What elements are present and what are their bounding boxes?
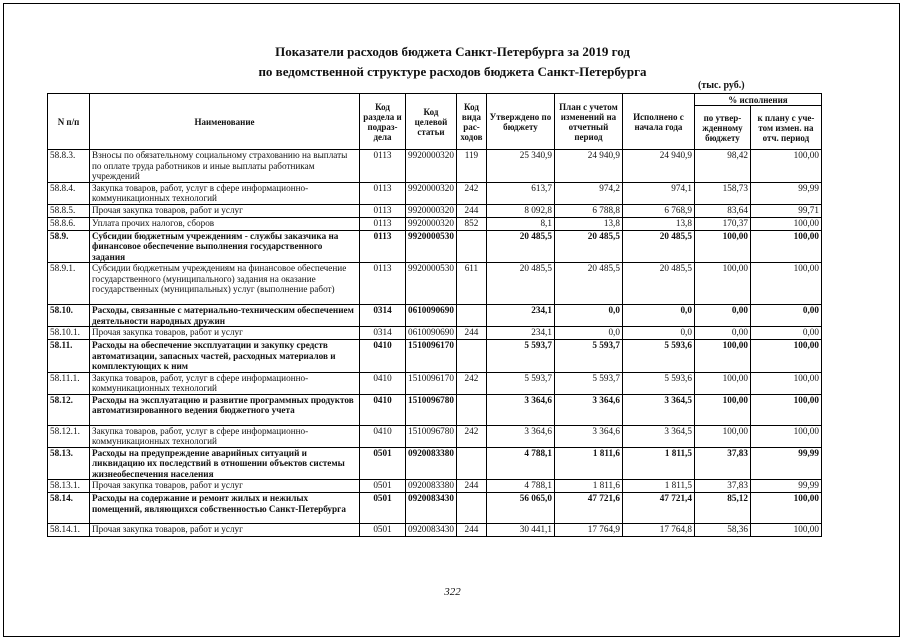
row-approved: 20 485,5	[486, 263, 554, 305]
row-name: Расходы, связанные с материально-техническим обеспечением деятельности народных дружин	[90, 305, 360, 327]
row-pct-approved: 85,12	[694, 493, 750, 524]
row-num: 58.8.5.	[48, 204, 90, 217]
row-section: 0501	[360, 480, 406, 493]
row-type	[456, 493, 486, 524]
row-type	[456, 340, 486, 373]
row-section: 0410	[360, 340, 406, 373]
row-target: 9920000530	[406, 230, 457, 263]
row-name: Закупка товаров, работ, услуг в сфере информационно-коммуникационных технологий	[90, 182, 360, 204]
header-section: Код раздела и подраз-дела	[360, 94, 406, 150]
row-section: 0113	[360, 263, 406, 305]
row-num: 58.8.4.	[48, 182, 90, 204]
row-target: 1510096780	[406, 425, 457, 447]
row-executed: 13,8	[622, 217, 694, 230]
row-pct-plan: 100,00	[750, 217, 821, 230]
row-num: 58.10.	[48, 305, 90, 327]
row-target: 0610090690	[406, 327, 457, 340]
table-row	[48, 150, 822, 183]
row-approved: 8 092,8	[486, 204, 554, 217]
row-section: 0501	[360, 447, 406, 480]
row-target: 1510096780	[406, 394, 457, 425]
table-row	[48, 204, 822, 217]
header-percent-group: % исполнения	[694, 94, 821, 106]
header-plan: План с учетом изменений на отчетный период	[554, 94, 622, 150]
page-number: 322	[444, 586, 461, 598]
row-approved: 3 364,6	[486, 425, 554, 447]
row-name: Субсидии бюджетным учреждениям на финансовое обеспечение государственного (муниципального) задания на оказание государственных (муниципальных) услуг (выполнение работ)	[90, 263, 360, 305]
row-executed: 20 485,5	[622, 230, 694, 263]
row-pct-plan: 100,00	[750, 524, 821, 537]
row-num: 58.9.1.	[48, 263, 90, 305]
table-row	[48, 327, 822, 340]
row-plan: 974,2	[554, 182, 622, 204]
row-type: 119	[456, 150, 486, 183]
row-pct-approved: 100,00	[694, 230, 750, 263]
row-approved: 234,1	[486, 327, 554, 340]
row-pct-plan: 0,00	[750, 327, 821, 340]
row-pct-approved: 100,00	[694, 263, 750, 305]
row-type: 242	[456, 182, 486, 204]
row-pct-plan: 0,00	[750, 305, 821, 327]
row-pct-plan: 100,00	[750, 493, 821, 524]
table-row	[48, 524, 822, 537]
row-pct-plan: 100,00	[750, 340, 821, 373]
row-plan: 13,8	[554, 217, 622, 230]
row-target: 9920000530	[406, 263, 457, 305]
row-target: 1510096170	[406, 340, 457, 373]
header-type: Код вида рас-ходов	[456, 94, 486, 150]
row-plan: 24 940,9	[554, 150, 622, 183]
row-name: Прочая закупка товаров, работ и услуг	[90, 204, 360, 217]
row-pct-approved: 58,36	[694, 524, 750, 537]
row-executed: 0,0	[622, 327, 694, 340]
row-plan: 1 811,6	[554, 480, 622, 493]
table-row	[48, 230, 822, 263]
row-executed: 3 364,5	[622, 425, 694, 447]
row-executed: 5 593,6	[622, 340, 694, 373]
row-plan: 0,0	[554, 327, 622, 340]
row-approved: 56 065,0	[486, 493, 554, 524]
header-approved: Утверждено по бюджету	[486, 94, 554, 150]
row-name: Прочая закупка товаров, работ и услуг	[90, 480, 360, 493]
table-row	[48, 425, 822, 447]
row-name: Закупка товаров, работ, услуг в сфере информационно-коммуникационных технологий	[90, 372, 360, 394]
row-executed: 1 811,5	[622, 447, 694, 480]
row-executed: 0,0	[622, 305, 694, 327]
row-pct-plan: 100,00	[750, 150, 821, 183]
header-num: N п/п	[48, 94, 90, 150]
row-target: 9920000320	[406, 204, 457, 217]
row-executed: 974,1	[622, 182, 694, 204]
row-section: 0113	[360, 150, 406, 183]
row-num: 58.9.	[48, 230, 90, 263]
row-section: 0410	[360, 372, 406, 394]
row-name: Прочая закупка товаров, работ и услуг	[90, 327, 360, 340]
table-row	[48, 340, 822, 373]
row-num: 58.13.1.	[48, 480, 90, 493]
row-executed: 3 364,5	[622, 394, 694, 425]
header-target: Код целевой статьи	[406, 94, 457, 150]
row-pct-plan: 99,99	[750, 182, 821, 204]
row-executed: 20 485,5	[622, 263, 694, 305]
row-plan: 1 811,6	[554, 447, 622, 480]
header-pct-approved: по утвер-жденному бюджету	[694, 106, 750, 150]
row-approved: 5 593,7	[486, 372, 554, 394]
row-type: 244	[456, 524, 486, 537]
row-type: 242	[456, 372, 486, 394]
row-section: 0113	[360, 182, 406, 204]
row-pct-approved: 100,00	[694, 425, 750, 447]
row-pct-approved: 37,83	[694, 447, 750, 480]
header-executed: Исполнено с начала года	[622, 94, 694, 150]
table-row	[48, 394, 822, 425]
row-plan: 0,0	[554, 305, 622, 327]
row-executed: 24 940,9	[622, 150, 694, 183]
row-section: 0501	[360, 493, 406, 524]
row-section: 0501	[360, 524, 406, 537]
row-pct-plan: 100,00	[750, 230, 821, 263]
row-name: Взносы по обязательному социальному страхованию на выплаты по оплате труда работников и иные выплаты работникам учреждений	[90, 150, 360, 183]
row-executed: 5 593,6	[622, 372, 694, 394]
row-name: Расходы на обеспечение эксплуатации и закупку средств автоматизации, запасных частей, расходных материалов и комплектующих к ним	[90, 340, 360, 373]
row-type: 611	[456, 263, 486, 305]
row-name: Прочая закупка товаров, работ и услуг	[90, 524, 360, 537]
row-plan: 47 721,6	[554, 493, 622, 524]
table-row	[48, 305, 822, 327]
row-target: 0920083380	[406, 447, 457, 480]
row-executed: 17 764,8	[622, 524, 694, 537]
row-pct-plan: 99,99	[750, 447, 821, 480]
row-num: 58.14.	[48, 493, 90, 524]
row-name: Уплата прочих налогов, сборов	[90, 217, 360, 230]
row-pct-plan: 100,00	[750, 425, 821, 447]
row-pct-approved: 0,00	[694, 305, 750, 327]
row-type	[456, 230, 486, 263]
row-pct-approved: 100,00	[694, 340, 750, 373]
row-name: Субсидии бюджетным учреждениям - службы заказчика на финансовое обеспечение выполнения государственного задания	[90, 230, 360, 263]
row-num: 58.12.1.	[48, 425, 90, 447]
row-pct-plan: 99,71	[750, 204, 821, 217]
row-approved: 20 485,5	[486, 230, 554, 263]
row-name: Расходы на эксплуатацию и развитие программных продуктов автоматизированного ведения бюджетного учета	[90, 394, 360, 425]
table-row	[48, 480, 822, 493]
table-row	[48, 263, 822, 305]
row-approved: 30 441,1	[486, 524, 554, 537]
row-type	[456, 447, 486, 480]
table-row	[48, 447, 822, 480]
row-plan: 5 593,7	[554, 340, 622, 373]
row-plan: 20 485,5	[554, 230, 622, 263]
row-pct-approved: 0,00	[694, 327, 750, 340]
row-pct-plan: 100,00	[750, 372, 821, 394]
row-num: 58.8.6.	[48, 217, 90, 230]
table-row	[48, 217, 822, 230]
row-target: 9920000320	[406, 150, 457, 183]
row-target: 0920083380	[406, 480, 457, 493]
row-target: 0610090690	[406, 305, 457, 327]
row-pct-approved: 37,83	[694, 480, 750, 493]
row-target: 9920000320	[406, 182, 457, 204]
row-num: 58.10.1.	[48, 327, 90, 340]
row-num: 58.13.	[48, 447, 90, 480]
row-type	[456, 305, 486, 327]
row-type: 244	[456, 480, 486, 493]
row-executed: 6 768,9	[622, 204, 694, 217]
row-approved: 4 788,1	[486, 480, 554, 493]
row-type: 242	[456, 425, 486, 447]
header-name: Наименование	[90, 94, 360, 150]
row-section: 0410	[360, 425, 406, 447]
row-pct-plan: 100,00	[750, 263, 821, 305]
table-row	[48, 372, 822, 394]
row-pct-approved: 158,73	[694, 182, 750, 204]
row-section: 0113	[360, 204, 406, 217]
row-num: 58.8.3.	[48, 150, 90, 183]
row-plan: 20 485,5	[554, 263, 622, 305]
table-row	[48, 493, 822, 524]
row-approved: 4 788,1	[486, 447, 554, 480]
row-pct-plan: 99,99	[750, 480, 821, 493]
row-num: 58.11.	[48, 340, 90, 373]
row-target: 0920083430	[406, 493, 457, 524]
page-subtitle: по ведомственной структуре расходов бюджета Санкт-Петербурга	[258, 64, 647, 79]
row-pct-approved: 170,37	[694, 217, 750, 230]
row-executed: 47 721,4	[622, 493, 694, 524]
row-section: 0314	[360, 327, 406, 340]
row-section: 0113	[360, 217, 406, 230]
table-row	[48, 182, 822, 204]
row-plan: 3 364,6	[554, 425, 622, 447]
row-plan: 3 364,6	[554, 394, 622, 425]
row-plan: 17 764,9	[554, 524, 622, 537]
row-plan: 6 788,8	[554, 204, 622, 217]
row-section: 0314	[360, 305, 406, 327]
row-target: 1510096170	[406, 372, 457, 394]
row-type: 244	[456, 327, 486, 340]
row-target: 9920000320	[406, 217, 457, 230]
row-approved: 5 593,7	[486, 340, 554, 373]
row-approved: 234,1	[486, 305, 554, 327]
row-name: Закупка товаров, работ, услуг в сфере информационно-коммуникационных технологий	[90, 425, 360, 447]
row-approved: 3 364,6	[486, 394, 554, 425]
row-approved: 8,1	[486, 217, 554, 230]
budget-table	[47, 93, 822, 537]
row-num: 58.14.1.	[48, 524, 90, 537]
row-pct-approved: 100,00	[694, 372, 750, 394]
row-target: 0920083430	[406, 524, 457, 537]
page-title: Показатели расходов бюджета Санкт-Петербурга за 2019 год	[275, 44, 630, 59]
row-approved: 613,7	[486, 182, 554, 204]
row-approved: 25 340,9	[486, 150, 554, 183]
header-pct-plan: к плану с уче-том измен. на отч. период	[750, 106, 821, 150]
row-name: Расходы на предупреждение аварийных ситуаций и ликвидацию их последствий в отношении объектов системы жизнеобеспечения населения	[90, 447, 360, 480]
row-type: 244	[456, 204, 486, 217]
row-pct-approved: 98,42	[694, 150, 750, 183]
row-section: 0113	[360, 230, 406, 263]
row-section: 0410	[360, 394, 406, 425]
row-type	[456, 394, 486, 425]
row-num: 58.12.	[48, 394, 90, 425]
unit-label: (тыс. руб.)	[698, 80, 745, 91]
row-plan: 5 593,7	[554, 372, 622, 394]
row-type: 852	[456, 217, 486, 230]
row-pct-plan: 100,00	[750, 394, 821, 425]
row-name: Расходы на содержание и ремонт жилых и нежилых помещений, являющихся собственностью Санкт-Петербурга	[90, 493, 360, 524]
row-pct-approved: 83,64	[694, 204, 750, 217]
row-pct-approved: 100,00	[694, 394, 750, 425]
row-num: 58.11.1.	[48, 372, 90, 394]
row-executed: 1 811,5	[622, 480, 694, 493]
